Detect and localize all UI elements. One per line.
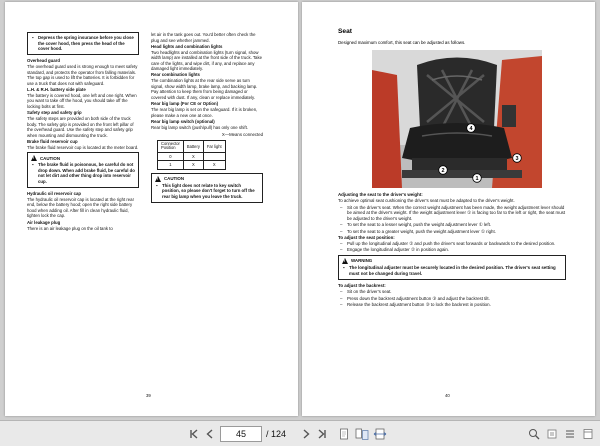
- table-cell: [203, 152, 225, 161]
- two-page-view-icon[interactable]: [355, 426, 369, 442]
- page-total: / 124: [266, 429, 287, 439]
- page-40: [302, 2, 595, 416]
- rear-big-lamp-text: The rear big lamp is set on the safeguard. If it is broken, please make a new one at once.: [151, 107, 258, 118]
- air-plug-heading: Air leakage plug: [27, 219, 61, 225]
- safety-step-text: The safety steps are provided on both side of the truck body. The safety grip is provided on the front left pillar of the overhead guard. Use the safety step and safety grip when mounting and dismounting the truck.: [27, 116, 134, 138]
- table-header-cell: Far light: [203, 140, 225, 152]
- head-lights-text: Two headlights and combination lights (turn signal, show width lamp) are installed at the front side of the truck. Take care of the lights, and wipe dirt, if any, and replace any damaged light immediately.: [151, 49, 262, 72]
- left-column-2: [151, 32, 263, 206]
- page-number: 40: [445, 393, 450, 398]
- battery-plate-text: The battery is covered hood, one left and one right. When you want to take off the hood, you should take off the locking bolts at first.: [27, 92, 137, 109]
- brake-cup-heading: Brake fluid reservoir cup: [27, 138, 78, 144]
- table-cell: X: [203, 161, 225, 170]
- last-page-icon[interactable]: [316, 426, 328, 442]
- lamp-switch-text: Rear big lamp switch (push/pull) has only one shift.: [151, 124, 248, 130]
- caution-icon: [31, 155, 37, 161]
- page-layout-icon[interactable]: [582, 426, 594, 442]
- weight-step: – To set the seat to a greater weight, push the weight adjustment lever ① right.: [338, 229, 566, 235]
- single-page-view-icon[interactable]: [337, 426, 351, 442]
- next-page-icon[interactable]: [300, 426, 312, 442]
- zoom-in-icon[interactable]: [528, 426, 540, 442]
- hydraulic-cap-heading: Hydraulic oil reservoir cap: [27, 190, 81, 196]
- hood-note-text: ▪ Depress the spring insurance before you close the cover hood, then press the head of the cover hood.: [31, 35, 135, 52]
- callout-label: 2: [441, 168, 445, 174]
- callout-4: [466, 120, 476, 138]
- weight-step: – Sit on the driver's seat. When the correct weight adjustment has been made, the weight adjustment lever should be aimed at the driver's weight. If the weight adjustment lever ① is facing too far to the left or right, the seat must be adjusted to the driver's weight.: [338, 205, 566, 222]
- overhead-guard-text: The overhead guard used is strong enough to meet safety standard, and protects the operator from falling materials. The top gap is used to lift the batteries. It is forbidden for use a truck that does not with safeguard.: [27, 64, 138, 86]
- overhead-guard-heading: Overhead guard: [27, 58, 60, 64]
- table-note: X—Means connected: [221, 132, 263, 138]
- position-step: – Pull up the longitudinal adjuster ② and push the driver's seat forwards or backwards to the desired position.: [338, 241, 566, 247]
- table-cell: X: [183, 152, 203, 161]
- viewer-toolbar: [0, 420, 600, 446]
- connector-table: [157, 140, 226, 170]
- table-header-cell: Battery: [183, 140, 203, 152]
- brake-caution-text: ▪ The brake fluid is poisonous, be careful do not drop down. When add brake fluid, be careful do not let dirt and other thing drop into reservoir cup.: [31, 162, 135, 184]
- callout-2: [438, 162, 448, 180]
- brake-caution-box: [27, 152, 139, 188]
- warning-icon: [342, 258, 348, 264]
- table-cell: X: [183, 161, 203, 170]
- fit-width-icon[interactable]: [373, 426, 387, 442]
- warning-box: [338, 255, 566, 280]
- callout-label: 4: [469, 126, 473, 132]
- first-page-icon[interactable]: [188, 426, 200, 442]
- page-39: [5, 2, 298, 416]
- position-heading: To adjust the seat position:: [338, 234, 395, 240]
- lamp-caution-box: [151, 173, 263, 203]
- backrest-step: – Sit on the driver's seat.: [338, 289, 566, 295]
- hydraulic-cap-text: The hydraulic oil reservoir cap is located at the right rear end, below the battery hood; open the right side battery hood when adding oil. After fill in clean hydraulic fluid, tighten lock the cap.: [27, 196, 134, 219]
- callout-1: [472, 170, 482, 188]
- rotate-icon[interactable]: [546, 426, 558, 442]
- left-column-1: [27, 32, 139, 232]
- backrest-heading: To adjust the backrest:: [338, 283, 386, 289]
- head-lights-heading: Head lights and combination lights: [151, 43, 223, 49]
- seat-instructions: [338, 192, 566, 308]
- callout-label: 3: [515, 156, 519, 162]
- warning-text: ▪ The longitudinal adjuster must be securely located in the desired position. The driver's seat setting must not be changed during travel.: [342, 265, 562, 276]
- lamp-switch-heading: Rear big lamp switch (optional): [151, 118, 215, 124]
- more-icon[interactable]: [564, 426, 576, 442]
- rear-big-lamp-heading: Rear big lamp (For CE or Option): [151, 100, 219, 106]
- weight-heading: Adjusting the seat to the driver's weight:: [338, 192, 423, 197]
- weight-intro: To achieve optimal seat cushioning the driver's seat must be adapted to the driver's weight.: [338, 198, 515, 204]
- warning-label: WARNING: [351, 258, 373, 264]
- callout-3: [512, 150, 522, 168]
- section-title: Seat: [338, 28, 352, 35]
- lamp-caution-text: ▪ This light does not relate to key switch position, so please don't forget to turn off the rear big lamp when you leave the truck.: [155, 183, 259, 200]
- table-cell: 1: [158, 161, 184, 170]
- table-row: [158, 152, 226, 161]
- air-plug-text: There is an air leakage plug on the oil tank to: [27, 225, 113, 231]
- battery-plate-heading: L.H. & R.H. battery side plate: [27, 86, 86, 92]
- table-row: [158, 161, 226, 170]
- rear-combination-text: The combination lights at the rear side serve as turn signal, show width lamp, brake lamp, and backing lamp. Pay attention to keep them from being damaged or covered with dust. If any, clean or replace immediately.: [151, 78, 258, 100]
- safety-step-heading: Safety step and safety grip: [27, 109, 82, 115]
- brake-cup-text: The brake fluid reservoir cup is located at the meter board.: [27, 144, 139, 150]
- caution-label: CAUTION: [40, 155, 61, 161]
- backrest-step: – Release the backrest adjustment button ③ to lock the backrest in position.: [338, 302, 566, 308]
- caution-label: CAUTION: [164, 176, 185, 181]
- prev-page-icon[interactable]: [204, 426, 216, 442]
- seat-figure: [372, 50, 542, 188]
- backrest-step: – Press down the backrest adjustment button ③ and adjust the backrest tilt.: [338, 296, 566, 302]
- caution-icon: [155, 176, 161, 182]
- section-subtitle: Designed maximum comfort, this seat can be adjusted as follows.: [338, 40, 466, 45]
- table-header-cell: Connector Position: [158, 140, 184, 152]
- rear-combination-heading: Rear combination lights: [151, 72, 200, 78]
- page-number-input[interactable]: 45: [220, 426, 262, 442]
- position-step: – Engage the longitudinal adjuster ② in position again.: [338, 247, 566, 253]
- callout-label: 1: [475, 176, 479, 182]
- weight-step: – To set the seat to a lesser weight, push the weight adjustment lever ① left.: [338, 222, 566, 228]
- page-number: 39: [146, 393, 151, 398]
- air-plug-continued-text: let air in the tank goes out. You'd better often check the plug and see whether jammed.: [151, 32, 256, 43]
- table-header-row: [158, 140, 226, 152]
- table-cell: 0: [158, 152, 184, 161]
- hood-note-box: [27, 32, 139, 55]
